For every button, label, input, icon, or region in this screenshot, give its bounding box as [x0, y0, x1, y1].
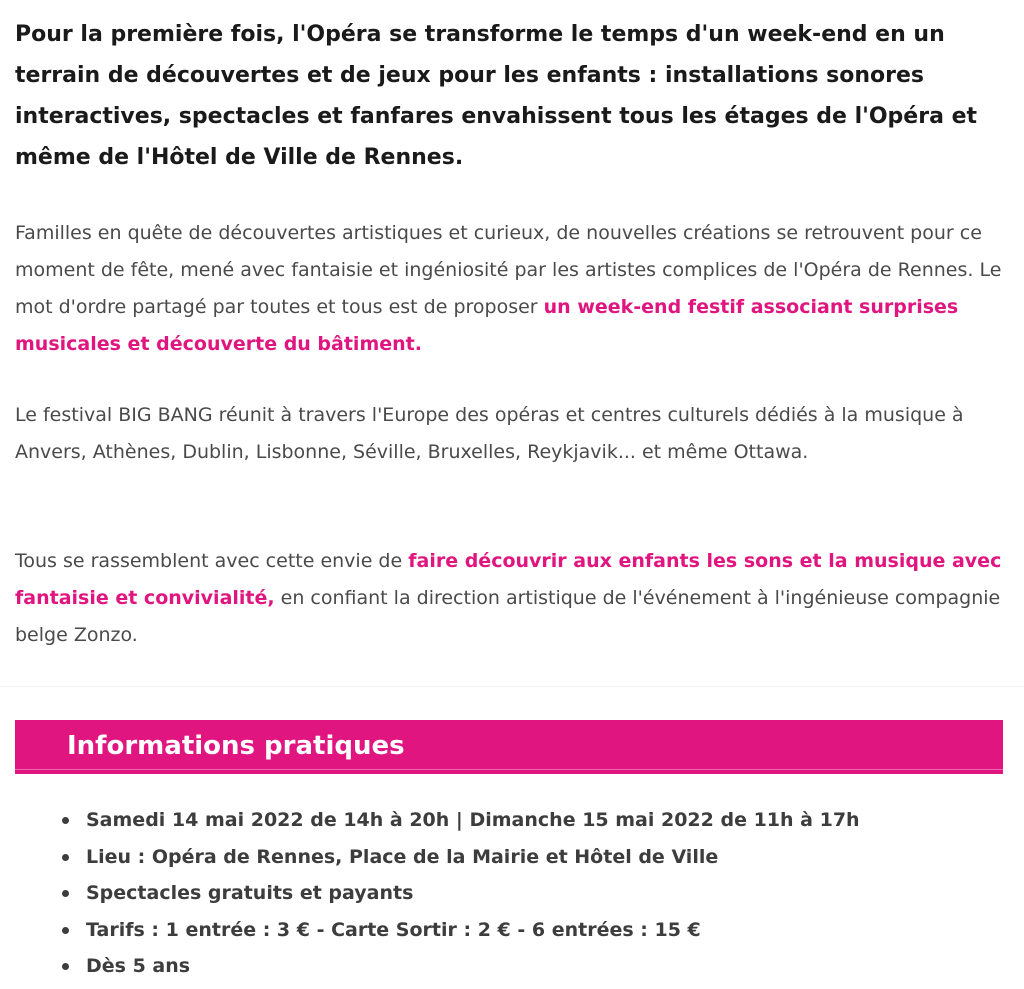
highlight-festive-weekend: un week-end festif associant surprises musicales et découverte du bâtiment. — [15, 296, 959, 355]
banner-underline — [15, 769, 1003, 770]
paragraph-big-bang: Le festival BIG BANG réunit à travers l'Europe des opéras et centres culturels dédiés à la musique à Anvers, Athènes, Dublin, Lisbonne, Séville, Bruxelles, Reykjavik... et même Ottawa. — [15, 404, 964, 463]
info-item-shows — [62, 875, 860, 912]
bullet-icon — [62, 890, 69, 897]
bullet-icon — [62, 927, 69, 934]
info-item-venue — [62, 839, 860, 876]
info-banner-title: Informations pratiques — [67, 731, 405, 761]
info-item-text: Lieu : Opéra de Rennes, Place de la Mairie et Hôtel de Ville — [86, 845, 719, 868]
paragraph-zonzo-text-after: en confiant la direction artistique de l'événement à l'ingénieuse compagnie belge Zonzo. — [15, 587, 1001, 646]
info-list — [62, 802, 860, 985]
bullet-icon — [62, 854, 69, 861]
info-item-text: Tarifs : 1 entrée : 3 € - Carte Sortir : 2 € - 6 entrées : 15 € — [86, 918, 701, 941]
info-item-age — [62, 948, 860, 985]
highlight-discover-sounds: faire découvrir aux enfants les sons et la musique avec fantaisie et convivialité, — [15, 550, 1002, 609]
section-divider — [0, 686, 1024, 687]
paragraph-zonzo — [15, 543, 1015, 654]
paragraph-families — [15, 215, 1015, 363]
intro-heading: Pour la première fois, l'Opéra se transforme le temps d'un week-end en un terrain de découvertes et de jeux pour les enfants : installations sonores interactives, spectacles et fanfares envahissent tous les étages de l'Opéra et même de l'Hôtel de Ville de Rennes. — [15, 22, 978, 170]
paragraph-families-text: Familles en quête de découvertes artistiques et curieux, de nouvelles créations se retrouvent pour ce moment de fête, mené avec fantaisie et ingéniosité par les artistes complices de l'Opéra de Rennes. Le mot d'ordre partagé par toutes et tous est de proposer — [15, 222, 1002, 318]
bullet-icon — [62, 817, 69, 824]
info-item-prices — [62, 912, 860, 949]
paragraph-zonzo-text-before: Tous se rassemblent avec cette envie de — [15, 550, 409, 572]
info-item-text: Samedi 14 mai 2022 de 14h à 20h | Dimanche 15 mai 2022 de 11h à 17h — [86, 809, 860, 831]
info-item-dates — [62, 802, 860, 839]
bullet-icon — [62, 963, 69, 970]
info-item-text: Spectacles gratuits et payants — [86, 882, 414, 904]
info-item-text: Dès 5 ans — [86, 955, 191, 977]
info-banner — [15, 720, 1003, 774]
